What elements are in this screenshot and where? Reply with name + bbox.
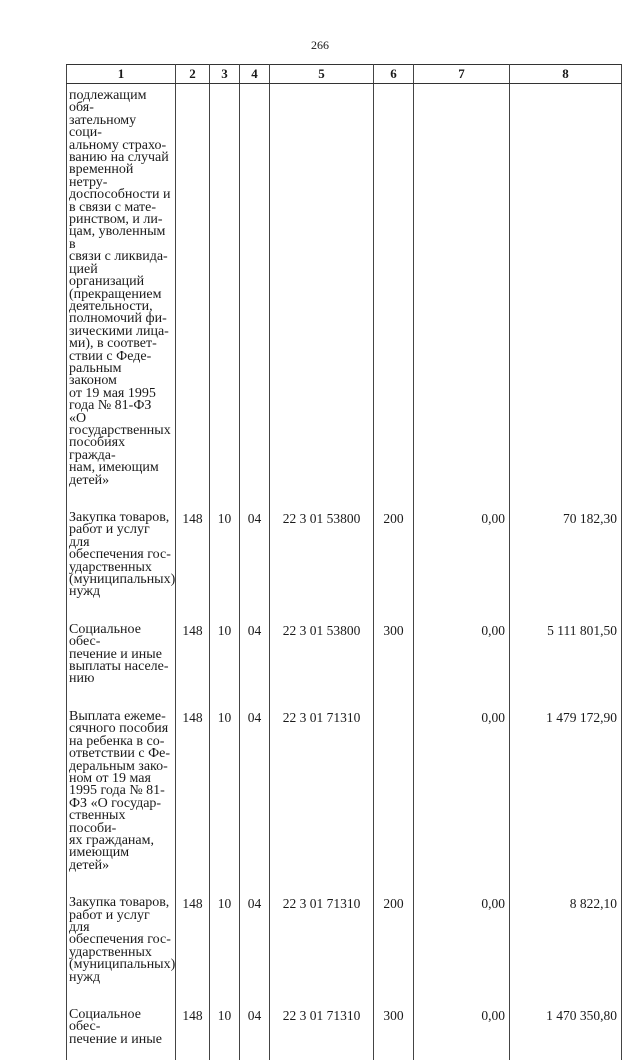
column-header-2: 2	[176, 65, 210, 84]
column-header-4: 4	[240, 65, 270, 84]
cell-admin-code: 148	[176, 501, 210, 613]
cell-admin-code: 148	[176, 700, 210, 886]
cell-amount-2: 8 822,10	[510, 886, 622, 998]
cell-expense-type: 300	[374, 613, 414, 700]
cell-amount-1: 0,00	[414, 998, 510, 1060]
row-name: подлежащим обя- зательному соци- альному страхо- ванию на случай временной нетру- доспособности и в связи с мате- ринством, и ли- цам, уволенным в связи с ликвида- цией организаций (прекращением деятельности, полномочий фи- зическими лица- ми), в соответ- ствии с Феде- ральным законом от 19 мая 1995 года № 81-ФЗ «О государственных пособиях гражда- нам, имеющим детей»	[67, 84, 176, 502]
column-header-8: 8	[510, 65, 622, 84]
cell-amount-2: 1 470 350,80	[510, 998, 622, 1060]
cell-section	[210, 84, 240, 502]
cell-expense-type: 200	[374, 886, 414, 998]
cell-admin-code: 148	[176, 998, 210, 1060]
cell-target-article: 22 3 01 71310	[270, 886, 374, 998]
cell-amount-2: 70 182,30	[510, 501, 622, 613]
row-name: Социальное обес- печение и иные выплаты населе- нию	[67, 613, 176, 700]
cell-subsection: 04	[240, 613, 270, 700]
budget-table	[66, 64, 622, 1060]
table-row	[67, 84, 622, 502]
row-name: Закупка товаров, работ и услуг для обеспечения гос- ударственных (муниципальных) нужд	[67, 886, 176, 998]
cell-target-article: 22 3 01 53800	[270, 613, 374, 700]
cell-admin-code: 148	[176, 886, 210, 998]
cell-admin-code	[176, 84, 210, 502]
table-row	[67, 700, 622, 886]
table-row	[67, 501, 622, 613]
cell-subsection	[240, 84, 270, 502]
cell-expense-type	[374, 700, 414, 886]
column-header-7: 7	[414, 65, 510, 84]
cell-section: 10	[210, 998, 240, 1060]
table-row	[67, 886, 622, 998]
cell-target-article: 22 3 01 71310	[270, 998, 374, 1060]
cell-expense-type: 300	[374, 998, 414, 1060]
cell-section: 10	[210, 700, 240, 886]
column-header-5: 5	[270, 65, 374, 84]
cell-amount-2	[510, 84, 622, 502]
cell-target-article	[270, 84, 374, 502]
cell-target-article: 22 3 01 71310	[270, 700, 374, 886]
row-name: Выплата ежеме- сячного пособия на ребенка в со- ответствии с Фе- деральным зако- ном от 19 мая 1995 года № 81- ФЗ «О государ- ственных пособи- ях гражданам, имеющим детей»	[67, 700, 176, 886]
page-number: 266	[311, 38, 329, 52]
row-name: Закупка товаров, работ и услуг для обеспечения гос- ударственных (муниципальных) нужд	[67, 501, 176, 613]
cell-expense-type	[374, 84, 414, 502]
cell-section: 10	[210, 886, 240, 998]
row-name: Социальное обес- печение и иные	[67, 998, 176, 1060]
cell-amount-1: 0,00	[414, 700, 510, 886]
column-header-6: 6	[374, 65, 414, 84]
cell-amount-1	[414, 84, 510, 502]
cell-amount-2: 1 479 172,90	[510, 700, 622, 886]
cell-amount-2: 5 111 801,50	[510, 613, 622, 700]
cell-target-article: 22 3 01 53800	[270, 501, 374, 613]
cell-section: 10	[210, 501, 240, 613]
cell-subsection: 04	[240, 501, 270, 613]
cell-admin-code: 148	[176, 613, 210, 700]
column-header-3: 3	[210, 65, 240, 84]
cell-subsection: 04	[240, 886, 270, 998]
cell-section: 10	[210, 613, 240, 700]
cell-expense-type: 200	[374, 501, 414, 613]
cell-amount-1: 0,00	[414, 501, 510, 613]
column-header-1: 1	[67, 65, 176, 84]
cell-amount-1: 0,00	[414, 886, 510, 998]
table-header-row	[67, 65, 622, 84]
cell-amount-1: 0,00	[414, 613, 510, 700]
table-row	[67, 998, 622, 1060]
cell-subsection: 04	[240, 700, 270, 886]
cell-subsection: 04	[240, 998, 270, 1060]
table-row	[67, 613, 622, 700]
